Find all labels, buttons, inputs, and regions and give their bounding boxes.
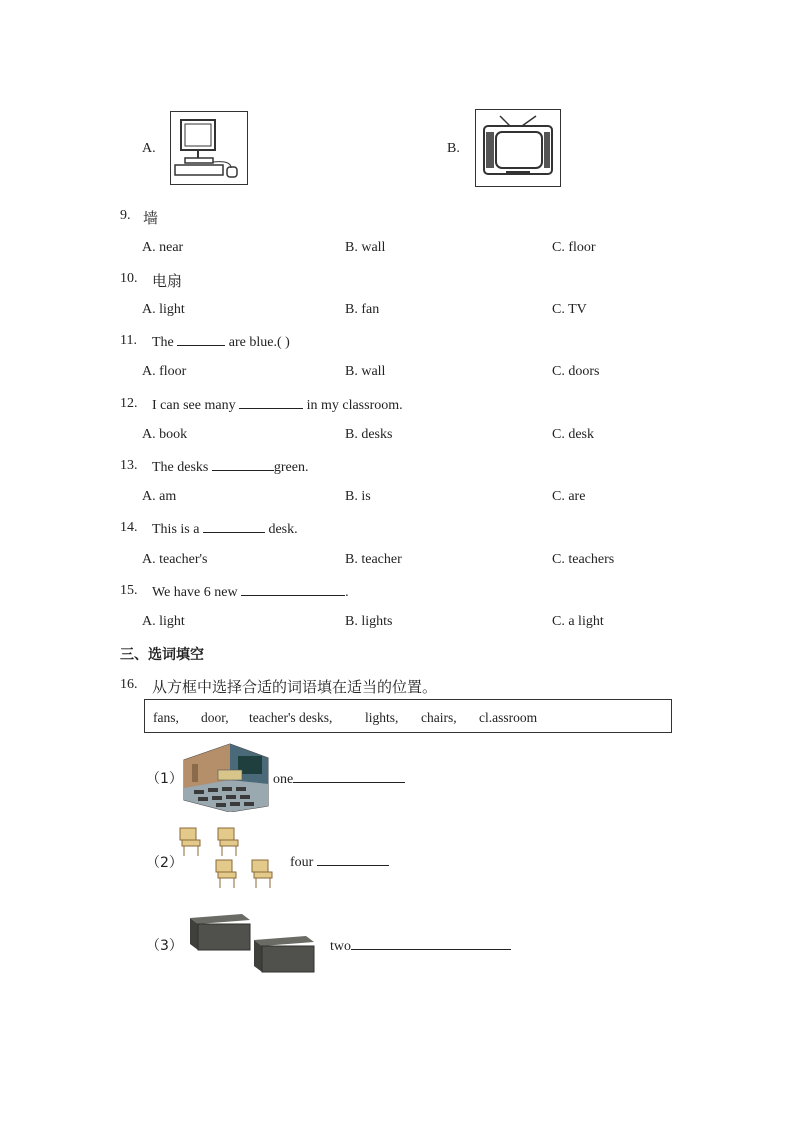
q15-option-b: B. lights: [345, 614, 393, 629]
item-2-answer: [290, 853, 389, 871]
q14-stem-pre: This is a: [152, 522, 200, 537]
item-2-label: （2）: [146, 855, 183, 871]
q8-option-b-label: B.: [447, 141, 460, 156]
q12-stem-post: in my classroom.: [306, 398, 403, 413]
item-1-label: （1）: [146, 771, 183, 787]
q12-stem: [152, 396, 403, 414]
q11-option-a: A. floor: [142, 364, 187, 379]
section-3-title: 三、选词填空: [120, 647, 204, 663]
q10-stem: 电扇: [152, 272, 183, 290]
q14-number: 14.: [120, 520, 138, 535]
q13-answer-blank[interactable]: [212, 458, 274, 471]
q16-number: 16.: [120, 677, 138, 692]
q11-stem-pre: The: [152, 335, 174, 350]
item-1-prefix: one: [273, 772, 294, 787]
q14-answer-blank[interactable]: [203, 520, 265, 533]
q10-option-c: C. TV: [552, 302, 587, 317]
q11-answer-blank[interactable]: [177, 333, 225, 346]
word-bank-item: cl.assroom: [479, 710, 538, 725]
item-1-answer: [273, 770, 405, 788]
chairs-picture: [178, 826, 284, 892]
q11-number: 11.: [120, 333, 137, 348]
item-3-prefix: two: [330, 939, 351, 954]
q13-option-a: A. am: [142, 489, 177, 504]
item-1-answer-blank[interactable]: [293, 770, 405, 783]
q8-option-a-label: A.: [142, 141, 156, 156]
q12-stem-pre: I can see many: [152, 398, 236, 413]
q13-stem-post: green.: [273, 460, 309, 475]
q9-stem: 墙: [143, 209, 159, 227]
q15-answer-blank[interactable]: [241, 583, 345, 596]
q11-option-c: C. doors: [552, 364, 600, 379]
q10-option-b: B. fan: [345, 302, 380, 317]
item-2-answer-blank[interactable]: [317, 853, 389, 866]
q11-stem: [152, 333, 290, 351]
q13-number: 13.: [120, 458, 138, 473]
word-bank-box: [144, 699, 672, 733]
q15-stem-post: .: [345, 585, 349, 600]
item-3-answer: [330, 937, 511, 955]
q9-number: 9.: [120, 208, 131, 223]
q15-option-a: A. light: [142, 614, 185, 629]
q11-option-b: B. wall: [345, 364, 386, 379]
item-3-label: （3）: [146, 938, 183, 954]
q13-stem-pre: The desks: [152, 460, 209, 475]
tv-picture: [475, 109, 561, 187]
q9-option-a: A. near: [142, 240, 184, 255]
item-2-prefix: four: [290, 855, 314, 870]
q12-answer-blank[interactable]: [239, 396, 303, 409]
q11-stem-post: are blue.( ): [228, 335, 290, 350]
q14-stem-post: desk.: [268, 522, 298, 537]
q13-option-c: C. are: [552, 489, 586, 504]
q9-option-c: C. floor: [552, 240, 596, 255]
word-bank-item: teacher's desks,: [249, 710, 333, 725]
q14-option-b: B. teacher: [345, 552, 402, 567]
q12-option-b: B. desks: [345, 427, 393, 442]
computer-picture: [170, 111, 248, 185]
q9-option-b: B. wall: [345, 240, 386, 255]
q15-option-c: C. a light: [552, 614, 604, 629]
q15-stem-pre: We have 6 new: [152, 585, 238, 600]
q12-number: 12.: [120, 396, 138, 411]
q16-stem: 从方框中选择合适的词语填在适当的位置。: [152, 678, 438, 696]
word-bank-item: lights,: [365, 710, 399, 725]
q12-option-a: A. book: [142, 427, 188, 442]
word-bank-item: door,: [201, 710, 229, 725]
q13-stem: [152, 458, 308, 476]
q14-option-c: C. teachers: [552, 552, 615, 567]
classroom-picture: [180, 740, 272, 812]
q15-stem: [152, 583, 349, 601]
q15-number: 15.: [120, 583, 138, 598]
q14-option-a: A. teacher's: [142, 552, 208, 567]
teachers-desks-picture: [186, 910, 318, 978]
q14-stem: [152, 520, 298, 538]
word-bank-item: fans,: [153, 710, 179, 725]
q10-option-a: A. light: [142, 302, 185, 317]
q13-option-b: B. is: [345, 489, 371, 504]
item-3-answer-blank[interactable]: [351, 937, 511, 950]
q10-number: 10.: [120, 271, 138, 286]
word-bank-item: chairs,: [421, 710, 457, 725]
q12-option-c: C. desk: [552, 427, 594, 442]
